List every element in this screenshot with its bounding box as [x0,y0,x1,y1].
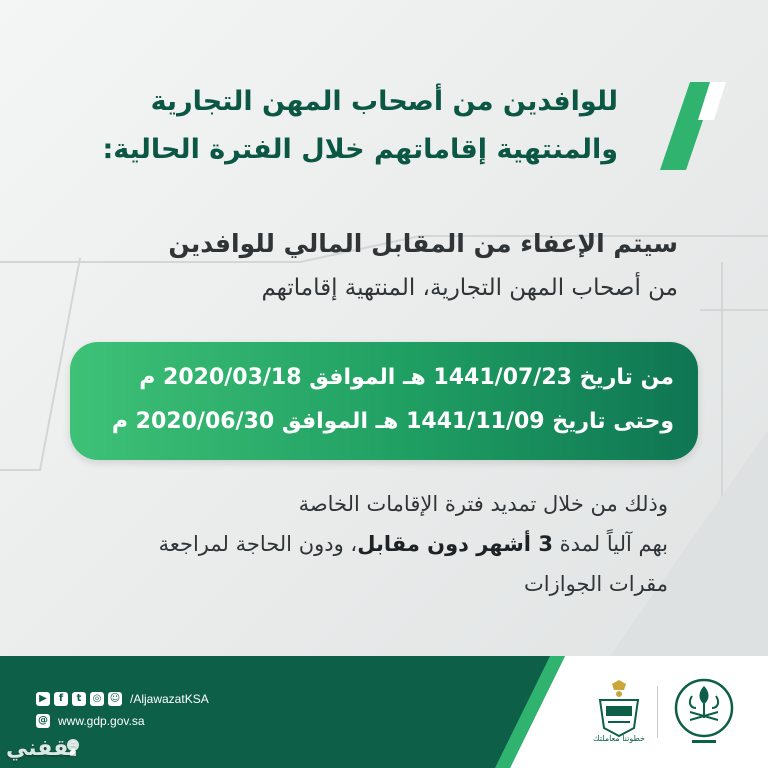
facebook-icon[interactable]: f [54,692,68,706]
social-links [36,692,209,706]
intro-line-1: سيتم الإعفاء من المقابل المالي للوافدين [168,229,678,258]
detail-line-1: وذلك من خلال تمديد فترة الإقامات الخاصة [298,492,668,516]
ministry-emblem [672,674,736,750]
detail-line-2-prefix: بهم آلياً لمدة [552,532,668,556]
youtube-icon[interactable]: ▶ [36,692,50,706]
globe-icon: @ [38,715,48,726]
watermark: ثقفني [6,736,78,761]
date-to: وحتى تاريخ 1441/11/09 هـ الموافق 2020/06/30 م [111,409,674,434]
detail-line-3: مقرات الجوازات [524,572,668,596]
detail-line-2-suffix: ، ودون الحاجة لمراجعة [158,532,358,556]
logo-caption: خطوتنا معاملتك [593,734,645,743]
detail-text [68,484,668,604]
website-url[interactable]: www.gdp.gov.sa [58,714,145,728]
date-range-box [70,342,698,460]
intro-text [58,222,678,310]
instagram-icon[interactable]: ◎ [90,692,104,706]
intro-line-2: من أصحاب المهن التجارية، المنتهية إقاماتهم [261,275,678,301]
website-link [36,714,145,728]
snapchat-icon[interactable]: ☺ [109,693,121,704]
social-handle[interactable]: /AljawazatKSA [130,692,209,706]
date-from: من تاريخ 1441/07/23 هـ الموافق 2020/03/18 م [139,365,674,390]
detail-line-2 [68,524,668,564]
detail-emphasis: 3 أشهر دون مقابل [357,532,553,556]
logo-separator [657,686,658,738]
headline-line-1: للوافدين من أصحاب المهن التجارية [150,86,618,117]
headline-line-2: والمنتهية إقاماتهم خلال الفترة الحالية: [102,134,618,165]
headline [58,78,618,174]
decorative-slashes [660,82,730,170]
twitter-icon[interactable]: t [72,692,86,706]
